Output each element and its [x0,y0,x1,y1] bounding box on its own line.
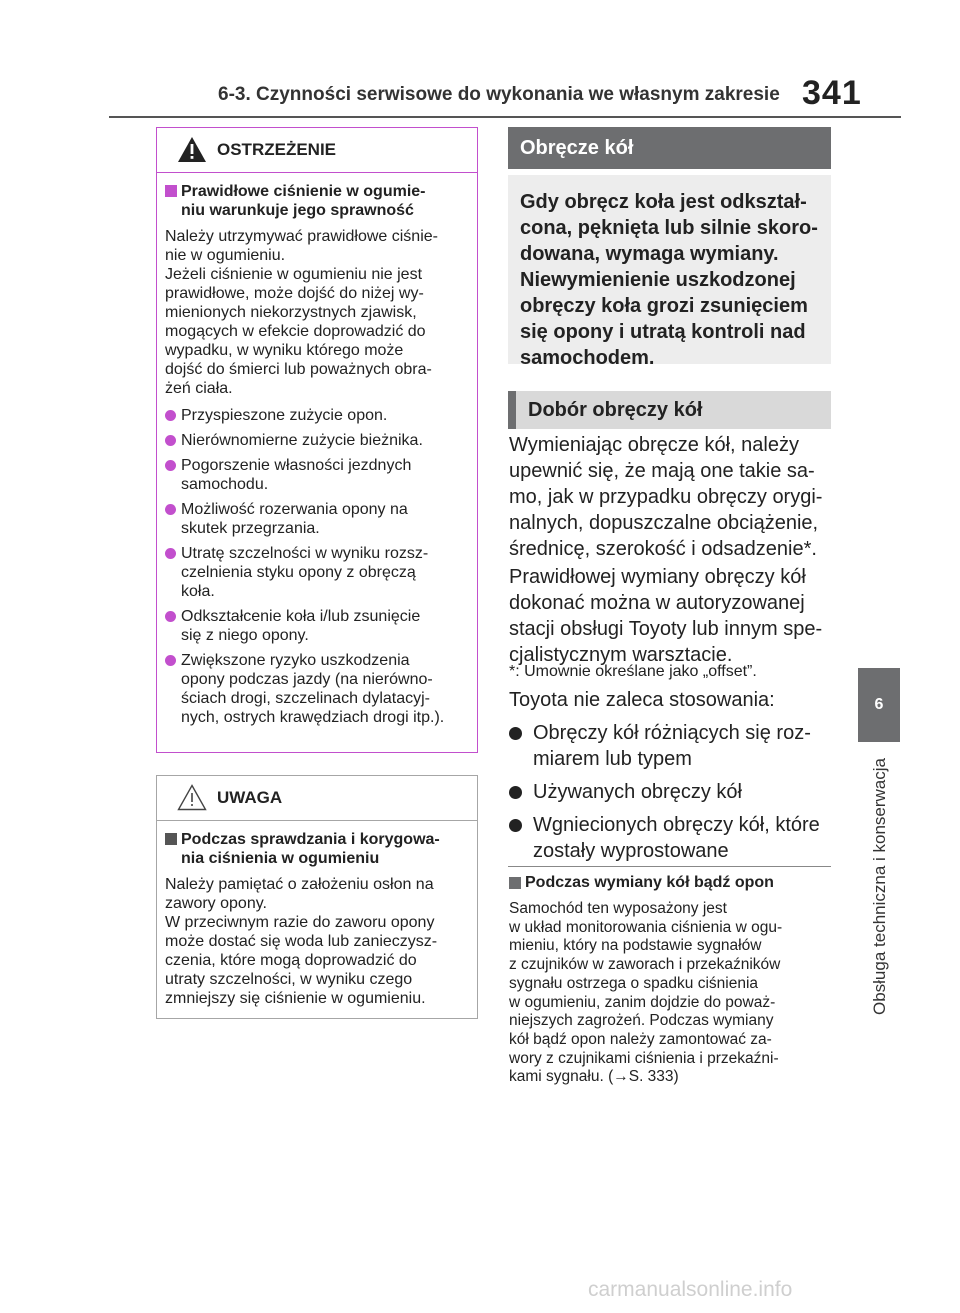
chapter-title: Obsługa techniczna i konserwacja [870,758,889,1016]
warning-paragraph: Należy utrzymywać prawidłowe ciśnie- nie w ogumieniu. Jeżeli ciśnienie w ogumieniu nie jest prawidłowe, może dojść do niżej wy- mienionych niekorzystnych zjawisk, mogących w efekcie doprowadzić do wypadku, w wyniku którego może dojść do śmierci lub poważnych obra- żeń ciała. [165,228,438,397]
section-title: 6-3. Czynności serwisowe do wykonania we własnym zakresie [218,84,780,105]
square-bullet-icon [165,833,177,845]
highlight-box: Gdy obręcz koła jest odkształ- cona, pęknięta lub silnie skoro- dowana, wymaga wymiany. Niewymienienie uszkodzonej obręczy koła grozi zsunięciem się opony i utratą kontroli nad samochodem. [508,175,831,364]
list-item: Wgniecionych obręczy kół, które zostały wyprostowane [509,812,831,864]
warning-triangle-icon [177,136,207,163]
square-bullet-icon [165,185,177,197]
section-heading-text: Dobór obręczy kół [528,399,703,421]
body-paragraph: Wymieniając obręcze kół, należy upewnić się, że mają one takie sa- mo, jak w przypadku obręczy orygi- nalnych, dopuszczalne obciążenie, średnicę, szerokość i odsadzenie*. [509,434,823,560]
note-body: Samochód ten wyposażony jest w układ monitorowania ciśnienia w ogu- mieniu, który na podstawie sygnałów z czujników w zaworach i przekaźników sygnału ostrzega o spadku ciśnienia w ogumieniu, zanim dojdzie do poważ- niejszych zagrożeń. Podczas wymiany kół bądź opon należy zamontować za- wory z czujnikami ciśnienia i przekaźni- kami sygnału. (→S. 333) [509,900,783,1086]
list-item: Utratę szczelności w wyniku rozsz- czelnienia styku opony z obręczą koła. [165,544,469,601]
bullet-icon [509,786,522,799]
list-item: Zwiększone ryzyko uszkodzenia opony podczas jazdy (na nierówno- ściach drogi, szczelinach dylatacyj- nych, ostrych krawędziach drogi itp.). [165,651,469,727]
section-heading-rims: Obręcze kół [508,127,831,169]
caution-box [156,775,478,1019]
bullet-icon [509,819,522,832]
list-item: Odkształcenie koła i/lub zsunięcie się z niego opony. [165,607,469,645]
bullet-icon [165,548,176,559]
bullet-icon [165,410,176,421]
list-item: Obręczy kół różniących się roz- miarem lub typem [509,720,831,772]
caution-triangle-icon [177,784,207,811]
bullet-icon [165,611,176,622]
list-item: Pogorszenie własności jezdnych samochodu. [165,456,469,494]
chapter-label [866,758,894,1018]
bullet-icon [165,460,176,471]
caution-title: UWAGA [217,788,283,807]
list-item: Nierównomierne zużycie bieżnika. [165,431,469,450]
list-item: Możliwość rozerwania opony na skutek przegrzania. [165,500,469,538]
caution-header [157,776,477,821]
watermark: carmanualsonline.info [588,1278,793,1301]
bullet-icon [509,727,522,740]
warning-header [157,128,477,173]
bullet-icon [165,655,176,666]
chapter-tab: 6 [858,668,900,742]
section-heading-rim-selection [508,391,831,429]
warning-title: OSTRZEŻENIE [217,140,337,159]
list-item: Używanych obręczy kół [509,779,831,805]
body-paragraph: Toyota nie zaleca stosowania: [509,689,775,711]
footnote: *: Umownie określane jako „offset”. [509,663,757,680]
bullet-icon [165,435,176,446]
note-heading: Podczas wymiany kół bądź opon [509,874,774,892]
header-rule [109,116,901,118]
rim-list [509,720,831,871]
heading-bar [508,391,516,429]
page-number: 341 [802,74,862,112]
caution-paragraph: Należy pamiętać o założeniu osłon na zawory opony. W przeciwnym razie do zaworu opony może dostać się woda lub zanieczysz- czenia, które mogą doprowadzić do utraty szczelności, w wyniku czego zmniejszy się ciśnienie w ogumieniu. [165,876,438,1007]
square-bullet-icon [509,877,521,889]
list-item: Przyspieszone zużycie opon. [165,406,469,425]
warning-subtitle: Prawidłowe ciśnienie w ogumie- niu warunkuje jego sprawność [165,182,469,220]
caution-subtitle: Podczas sprawdzania i korygowa- nia ciśnienia w ogumieniu [165,830,469,868]
warning-box [156,127,478,753]
divider [508,866,831,867]
bullet-icon [165,504,176,515]
body-paragraph: Prawidłowej wymiany obręczy kół dokonać można w autoryzowanej stacji obsługi Toyoty lub innym spe- cjalistycznym warsztacie. [509,566,823,666]
